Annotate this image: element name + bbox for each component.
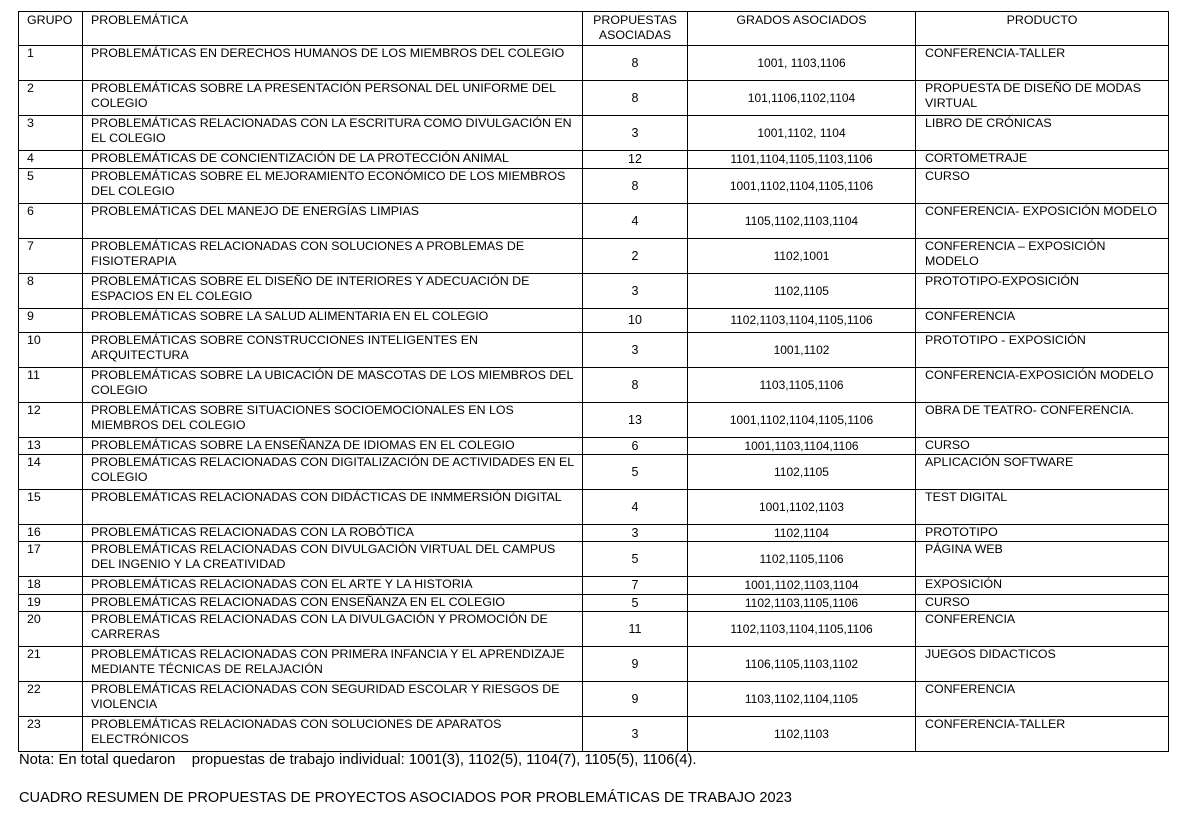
cell-problematica: PROBLEMÁTICAS RELACIONADAS CON LA DIVULGACIÓN Y PROMOCIÓN DE CARRERAS <box>83 612 583 647</box>
cell-propuestas: 12 <box>583 151 688 169</box>
cell-producto: APLICACIÓN SOFTWARE <box>916 455 1169 490</box>
cell-producto: CORTOMETRAJE <box>916 151 1169 169</box>
cell-problematica: PROBLEMÁTICAS RELACIONADAS CON DIVULGACIÓN VIRTUAL DEL CAMPUS DEL INGENIO Y LA CREATIVIDAD <box>83 542 583 577</box>
cell-producto: PROTOTIPO - EXPOSICIÓN <box>916 333 1169 368</box>
table-row <box>19 116 1169 151</box>
cell-grupo: 12 <box>19 403 83 438</box>
table-row <box>19 81 1169 116</box>
cell-grupo: 3 <box>19 116 83 151</box>
cell-grupo: 13 <box>19 438 83 455</box>
table-row <box>19 595 1169 612</box>
table-row <box>19 239 1169 274</box>
cell-propuestas: 9 <box>583 682 688 717</box>
table-row <box>19 46 1169 81</box>
cell-grupo: 18 <box>19 577 83 595</box>
cell-propuestas: 3 <box>583 717 688 752</box>
cell-grados: 1101,1104,1105,1103,1106 <box>688 151 916 169</box>
table-row <box>19 490 1169 525</box>
cell-producto: CONFERENCIA – EXPOSICIÓN MODELO <box>916 239 1169 274</box>
cell-propuestas: 8 <box>583 368 688 403</box>
cell-grupo: 16 <box>19 525 83 542</box>
cell-grados: 1001,1103,1104,1106 <box>688 438 916 455</box>
table-row <box>19 542 1169 577</box>
cell-propuestas: 3 <box>583 116 688 151</box>
cell-producto: PÁGINA WEB <box>916 542 1169 577</box>
cell-producto: PROTOTIPO-EXPOSICIÓN <box>916 274 1169 309</box>
cell-grupo: 14 <box>19 455 83 490</box>
cell-grupo: 9 <box>19 309 83 333</box>
cell-grupo: 19 <box>19 595 83 612</box>
cell-problematica: PROBLEMÁTICAS SOBRE LA UBICACIÓN DE MASCOTAS DE LOS MIEMBROS DEL COLEGIO <box>83 368 583 403</box>
cell-grados: 1001,1102 <box>688 333 916 368</box>
cell-grupo: 20 <box>19 612 83 647</box>
header-grupo: GRUPO <box>19 12 83 46</box>
cell-problematica: PROBLEMÁTICAS RELACIONADAS CON DIDÁCTICAS DE INMMERSIÓN DIGITAL <box>83 490 583 525</box>
cell-grados: 1102,1103,1105,1106 <box>688 595 916 612</box>
table-row <box>19 525 1169 542</box>
cell-grados: 1102,1103,1104,1105,1106 <box>688 612 916 647</box>
cell-problematica: PROBLEMÁTICAS RELACIONADAS CON EL ARTE Y LA HISTORIA <box>83 577 583 595</box>
cell-propuestas: 8 <box>583 81 688 116</box>
header-row <box>19 12 1169 46</box>
table-row <box>19 438 1169 455</box>
cell-problematica: PROBLEMÁTICAS RELACIONADAS CON SOLUCIONES A PROBLEMAS DE FISIOTERAPIA <box>83 239 583 274</box>
cell-producto: CURSO <box>916 169 1169 204</box>
footnote: Nota: En total quedaron propuestas de trabajo individual: 1001(3), 1102(5), 1104(7), 1105(5), 1106(4). <box>19 752 697 768</box>
cell-propuestas: 4 <box>583 204 688 239</box>
cell-grados: 1103,1102,1104,1105 <box>688 682 916 717</box>
cell-propuestas: 5 <box>583 542 688 577</box>
cell-grupo: 10 <box>19 333 83 368</box>
cell-grupo: 11 <box>19 368 83 403</box>
cell-producto: CONFERENCIA <box>916 612 1169 647</box>
cell-grados: 1102,1105 <box>688 274 916 309</box>
cell-problematica: PROBLEMÁTICAS SOBRE EL MEJORAMIENTO ECONÓMICO DE LOS MIEMBROS DEL COLEGIO <box>83 169 583 204</box>
cell-problematica: PROBLEMÁTICAS SOBRE SITUACIONES SOCIOEMOCIONALES EN LOS MIEMBROS DEL COLEGIO <box>83 403 583 438</box>
table-row <box>19 169 1169 204</box>
cell-producto: CONFERENCIA- EXPOSICIÓN MODELO <box>916 204 1169 239</box>
cell-grupo: 2 <box>19 81 83 116</box>
table-caption: CUADRO RESUMEN DE PROPUESTAS DE PROYECTOS ASOCIADOS POR PROBLEMÁTICAS DE TRABAJO 2023 <box>19 790 792 806</box>
cell-problematica: PROBLEMÁTICAS SOBRE EL DISEÑO DE INTERIORES Y ADECUACIÓN DE ESPACIOS EN EL COLEGIO <box>83 274 583 309</box>
cell-grupo: 4 <box>19 151 83 169</box>
cell-grupo: 21 <box>19 647 83 682</box>
cell-problematica: PROBLEMÁTICAS SOBRE LA SALUD ALIMENTARIA EN EL COLEGIO <box>83 309 583 333</box>
cell-grados: 1102,1104 <box>688 525 916 542</box>
cell-producto: CURSO <box>916 595 1169 612</box>
table-row <box>19 274 1169 309</box>
cell-propuestas: 3 <box>583 525 688 542</box>
cell-propuestas: 7 <box>583 577 688 595</box>
cell-propuestas: 4 <box>583 490 688 525</box>
cell-problematica: PROBLEMÁTICAS RELACIONADAS CON SEGURIDAD ESCOLAR Y RIESGOS DE VIOLENCIA <box>83 682 583 717</box>
cell-producto: CONFERENCIA <box>916 682 1169 717</box>
header-propuestas: PROPUESTAS ASOCIADAS <box>583 12 688 46</box>
cell-problematica: PROBLEMÁTICAS RELACIONADAS CON SOLUCIONES DE APARATOS ELECTRÓNICOS <box>83 717 583 752</box>
cell-propuestas: 5 <box>583 455 688 490</box>
cell-problematica: PROBLEMÁTICAS SOBRE CONSTRUCCIONES INTELIGENTES EN ARQUITECTURA <box>83 333 583 368</box>
cell-propuestas: 3 <box>583 333 688 368</box>
cell-problematica: PROBLEMÁTICAS EN DERECHOS HUMANOS DE LOS MIEMBROS DEL COLEGIO <box>83 46 583 81</box>
cell-producto: CONFERENCIA <box>916 309 1169 333</box>
cell-grados: 1001,1102,1103 <box>688 490 916 525</box>
table-row <box>19 717 1169 752</box>
table-row <box>19 577 1169 595</box>
summary-table <box>18 11 1169 752</box>
cell-grupo: 23 <box>19 717 83 752</box>
header-grados: GRADOS ASOCIADOS <box>688 12 916 46</box>
cell-grados: 1001,1102, 1104 <box>688 116 916 151</box>
cell-grados: 1001,1102,1104,1105,1106 <box>688 169 916 204</box>
cell-propuestas: 10 <box>583 309 688 333</box>
cell-grados: 1102,1001 <box>688 239 916 274</box>
table-row <box>19 333 1169 368</box>
cell-problematica: PROBLEMÁTICAS DEL MANEJO DE ENERGÍAS LIMPIAS <box>83 204 583 239</box>
cell-problematica: PROBLEMÁTICAS DE CONCIENTIZACIÓN DE LA PROTECCIÓN ANIMAL <box>83 151 583 169</box>
cell-grados: 1001, 1103,1106 <box>688 46 916 81</box>
cell-producto: EXPOSICIÓN <box>916 577 1169 595</box>
table-row <box>19 151 1169 169</box>
table-row <box>19 682 1169 717</box>
cell-grupo: 15 <box>19 490 83 525</box>
cell-grados: 101,1106,1102,1104 <box>688 81 916 116</box>
table-row <box>19 204 1169 239</box>
cell-producto: PROPUESTA DE DISEÑO DE MODAS VIRTUAL <box>916 81 1169 116</box>
cell-producto: CONFERENCIA-TALLER <box>916 46 1169 81</box>
cell-propuestas: 8 <box>583 46 688 81</box>
cell-propuestas: 9 <box>583 647 688 682</box>
cell-grados: 1103,1105,1106 <box>688 368 916 403</box>
cell-grados: 1001,1102,1103,1104 <box>688 577 916 595</box>
cell-grupo: 1 <box>19 46 83 81</box>
cell-grupo: 5 <box>19 169 83 204</box>
cell-grados: 1102,1103,1104,1105,1106 <box>688 309 916 333</box>
cell-grupo: 7 <box>19 239 83 274</box>
cell-grupo: 6 <box>19 204 83 239</box>
cell-producto: CONFERENCIA-EXPOSICIÓN MODELO <box>916 368 1169 403</box>
cell-problematica: PROBLEMÁTICAS RELACIONADAS CON LA ESCRITURA COMO DIVULGACIÓN EN EL COLEGIO <box>83 116 583 151</box>
cell-producto: OBRA DE TEATRO- CONFERENCIA. <box>916 403 1169 438</box>
header-problematica: PROBLEMÁTICA <box>83 12 583 46</box>
table-row <box>19 455 1169 490</box>
cell-propuestas: 3 <box>583 274 688 309</box>
cell-producto: TEST DIGITAL <box>916 490 1169 525</box>
cell-grupo: 17 <box>19 542 83 577</box>
table-row <box>19 403 1169 438</box>
cell-problematica: PROBLEMÁTICAS RELACIONADAS CON PRIMERA INFANCIA Y EL APRENDIZAJE MEDIANTE TÉCNICAS DE RELAJACIÓN <box>83 647 583 682</box>
table-body <box>19 46 1169 752</box>
header-producto: PRODUCTO <box>916 12 1169 46</box>
cell-producto: CONFERENCIA-TALLER <box>916 717 1169 752</box>
cell-propuestas: 13 <box>583 403 688 438</box>
cell-producto: JUEGOS DIDACTICOS <box>916 647 1169 682</box>
cell-grados: 1102,1105,1106 <box>688 542 916 577</box>
cell-producto: CURSO <box>916 438 1169 455</box>
cell-propuestas: 5 <box>583 595 688 612</box>
table-row <box>19 368 1169 403</box>
cell-grados: 1106,1105,1103,1102 <box>688 647 916 682</box>
table-row <box>19 612 1169 647</box>
cell-propuestas: 11 <box>583 612 688 647</box>
cell-propuestas: 2 <box>583 239 688 274</box>
cell-problematica: PROBLEMÁTICAS SOBRE LA PRESENTACIÓN PERSONAL DEL UNIFORME DEL COLEGIO <box>83 81 583 116</box>
cell-producto: LIBRO DE CRÓNICAS <box>916 116 1169 151</box>
cell-grados: 1105,1102,1103,1104 <box>688 204 916 239</box>
cell-problematica: PROBLEMÁTICAS RELACIONADAS CON LA ROBÓTICA <box>83 525 583 542</box>
cell-propuestas: 6 <box>583 438 688 455</box>
cell-propuestas: 8 <box>583 169 688 204</box>
cell-problematica: PROBLEMÁTICAS RELACIONADAS CON DIGITALIZACIÓN DE ACTIVIDADES EN EL COLEGIO <box>83 455 583 490</box>
cell-grupo: 22 <box>19 682 83 717</box>
cell-problematica: PROBLEMÁTICAS RELACIONADAS CON ENSEÑANZA EN EL COLEGIO <box>83 595 583 612</box>
cell-producto: PROTOTIPO <box>916 525 1169 542</box>
cell-grados: 1102,1103 <box>688 717 916 752</box>
cell-grados: 1102,1105 <box>688 455 916 490</box>
table-row <box>19 309 1169 333</box>
cell-grados: 1001,1102,1104,1105,1106 <box>688 403 916 438</box>
cell-problematica: PROBLEMÁTICAS SOBRE LA ENSEÑANZA DE IDIOMAS EN EL COLEGIO <box>83 438 583 455</box>
cell-grupo: 8 <box>19 274 83 309</box>
table-row <box>19 647 1169 682</box>
